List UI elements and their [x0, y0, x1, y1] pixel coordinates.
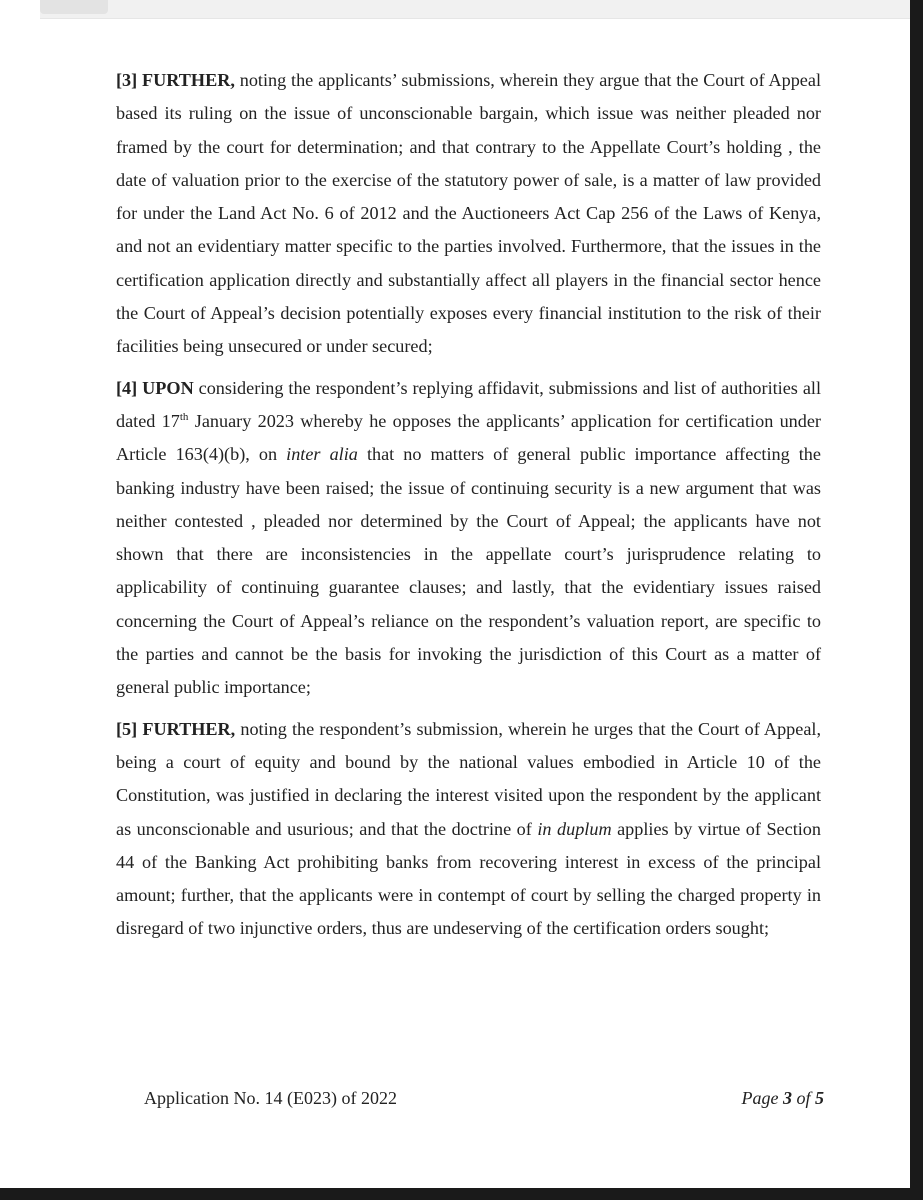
document-body: [116, 64, 821, 954]
paragraph-4-text-c: that no matters of general public importance affecting the banking industry have been raised; the issue of continuing security is a new argument that was neither contested , pleaded nor determined by the Court of Appeal; the applicants have not shown that there are inconsistencies in the appellate court’s jurisprudence relating to applicability of continuing guarantee clauses; and lastly, that the evidentiary issues raised concerning the Court of Appeal’s reliance on the respondent’s valuation report, are specific to the parties and cannot be the basis for invoking the jurisdiction of this Court as a matter of general public importance;: [116, 444, 821, 698]
paragraph-4: [116, 372, 821, 705]
paragraph-4-text-a: considering the respondent’s replying affidavit, submissions and list of authorities all dated 17: [116, 377, 822, 431]
paragraph-4-italic: inter alia: [286, 444, 358, 465]
paragraph-3-keyword: FURTHER,: [142, 70, 235, 90]
page-word: Page: [741, 1088, 779, 1108]
paragraph-5-number: [5]: [116, 718, 138, 739]
screen-right-border: [910, 0, 923, 1200]
paragraph-3-number: [3]: [116, 70, 138, 90]
date-superscript: th: [179, 410, 189, 423]
paragraph-5: [116, 713, 821, 946]
application-number: Application No. 14 (E023) of 2022: [144, 1088, 397, 1108]
page-current: 3: [782, 1088, 792, 1108]
paragraph-4-number: [4]: [116, 377, 138, 398]
paragraph-3: [116, 64, 821, 364]
page-total: 5: [815, 1088, 824, 1108]
top-toolbar-tab[interactable]: [40, 0, 108, 14]
paragraph-3-text: noting the applicants’ submissions, wherein they argue that the Court of Appeal based its ruling on the issue of unconscionable bargain, which issue was neither pleaded nor framed by the court for determination; and that contrary to the Appellate Court’s holding , the date of valuation prior to the exercise of the statutory power of sale, is a matter of law provided for under the Land Act No. 6 of 2012 and the Auctioneers Act Cap 256 of the Laws of Kenya, and not an evidentiary matter specific to the parties involved. Furthermore, that the issues in the certification application directly and substantially affect all players in the financial sector hence the Court of Appeal’s decision potentially exposes every financial institution to the risk of their facilities being unsecured or under secured;: [116, 70, 821, 357]
top-toolbar-strip: [40, 0, 910, 19]
paragraph-5-text-a: noting the respondent’s submission, wherein he urges that the Court of Appeal, being a court of equity and bound by the national values embodied in Article 10 of the Constitution, was justified in declaring the interest visited upon the respondent by the applicant as unconscionable and usurious; and that the doctrine of: [116, 718, 822, 839]
paragraph-5-italic: in duplum: [537, 818, 612, 839]
screen-bottom-border: [0, 1188, 923, 1200]
paragraph-4-text-b: January 2023 whereby he opposes the applicants’ application for certification under Article 163(4)(b), on: [116, 410, 821, 465]
of-word: of: [796, 1088, 811, 1108]
paragraph-4-keyword: UPON: [142, 377, 194, 398]
page-indicator: [742, 1088, 825, 1109]
paragraph-5-text-b: applies by virtue of Section 44 of the Banking Act prohibiting banks from recovering interest in excess of the principal amount; further, that the applicants were in contempt of court by selling the charged property in disregard of two injunctive orders, thus are undeserving of the certification orders sought;: [116, 818, 821, 939]
paragraph-5-keyword: FURTHER,: [142, 718, 236, 739]
